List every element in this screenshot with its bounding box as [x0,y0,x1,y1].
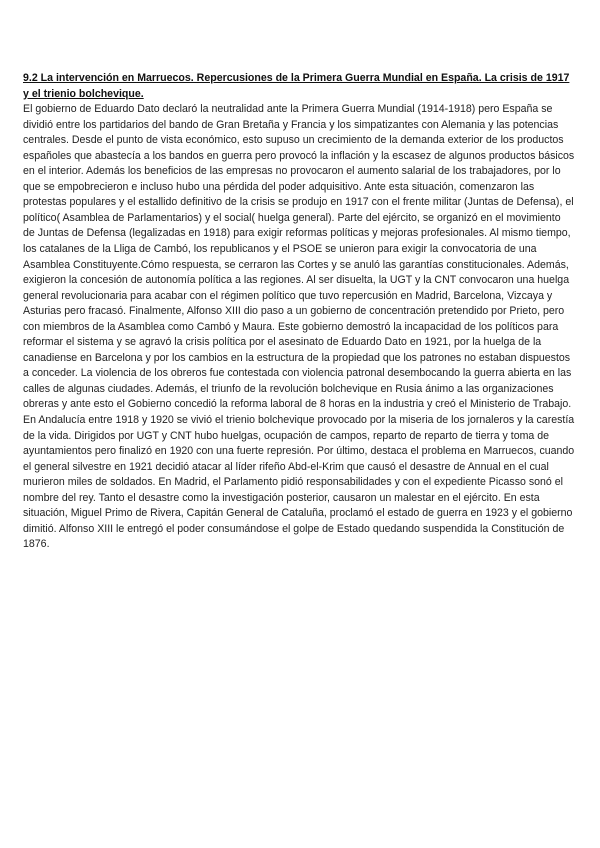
section-heading: 9.2 La intervención en Marruecos. Repercusiones de la Primera Guerra Mundial en España. La crisis de 1917 y el trienio bolchevique. [23,72,570,100]
document-content [23,71,575,553]
body-paragraph: El gobierno de Eduardo Dato declaró la neutralidad ante la Primera Guerra Mundial (1914-1918) pero España se dividió entre los partidarios del bando de Gran Bretaña y Francia y los simpatizantes con Alemania y las potencias centrales. Desde el punto de vista económico, esto supuso un crecimiento de la demanda exterior de los productos españoles que abastecía a los bandos en guerra pero provocó la inflación y la escasez de algunos productos básicos en el interior. Además los beneficios de las empresas no provocaron el aumento salarial de los trabajadores, por lo que se empobrecieron e incluso hubo una pérdida del poder adquisitivo. Ante esta situación, comenzaron las protestas populares y el estallido definitivo de la crisis se produjo en 1917 con el frente militar (Juntas de Defensa), el político( Asamblea de Parlamentarios) y el social( huelga general). Parte del ejército, se organizó en el movimiento de Juntas de Defensa (legalizadas en 1918) para exigir reformas políticas y mejoras profesionales. Al mismo tiempo, los catalanes de la Lliga de Cambó, los republicanos y el PSOE se unieron para exigir la convocatoria de una Asamblea Constituyente.Cómo respuesta, se cerraron las Cortes y se anuló las garantías constitucionales. Además, exigieron la concesión de autonomía política a las regiones. Al ser disuelta, la UGT y la CNT convocaron una huelga general revolucionaria para acabar con el régimen político que tuvo repercusión en Madrid, Barcelona, Vizcaya y Asturias pero fracasó. Finalmente, Alfonso XIII dio paso a un gobierno de concentración pretendido por Prieto, pero con miembros de la Asamblea como Cambó y Maura. Este gobierno demostró la incapacidad de los políticos para reformar el sistema y se agravó la crisis política por el asesinato de Eduardo Dato en 1921, por la huelga de la canadiense en Barcelona y por los cambios en la estructura de la propiedad que los patrones no estaban dispuestos a conceder. La violencia de los obreros fue contestada con violencia patronal desembocando la guerra abierta en las calles de algunas ciudades. Además, el triunfo de la revolución bolchevique en Rusia ánimo a las organizaciones obreras y ante esto el Gobierno concedió la reforma laboral de 8 horas en la industria y creó el Ministerio de Trabajo. En Andalucía entre 1918 y 1920 se vivió el trienio bolchevique provocado por la miseria de los jornaleros y la carestía de la vida. Dirigidos por UGT y CNT hubo huelgas, ocupación de campos, reparto de reparto de tierra y toma de ayuntamientos pero finalizó en 1920 con una fuerte represión. Por último, destaca el problema en Marruecos, cuando el general silvestre en 1921 decidió atacar al líder rifeño Abd-el-Krim que causó el desastre de Annual en el cual murieron miles de soldados. En Madrid, el Parlamento pidió responsabilidades y con el expediente Picasso sonó el nombre del rey. Tanto el desastre como la investigación posterior, causaron un malestar en el ejército. En esta situación, Miguel Primo de Rivera, Capitán General de Cataluña, proclamó el estado de guerra en 1923 y el gobierno dimitió. Alfonso XIII le entregó el poder consumándose el golpe de Estado quedando suspendida la Constitución de 1876. [23,103,575,551]
